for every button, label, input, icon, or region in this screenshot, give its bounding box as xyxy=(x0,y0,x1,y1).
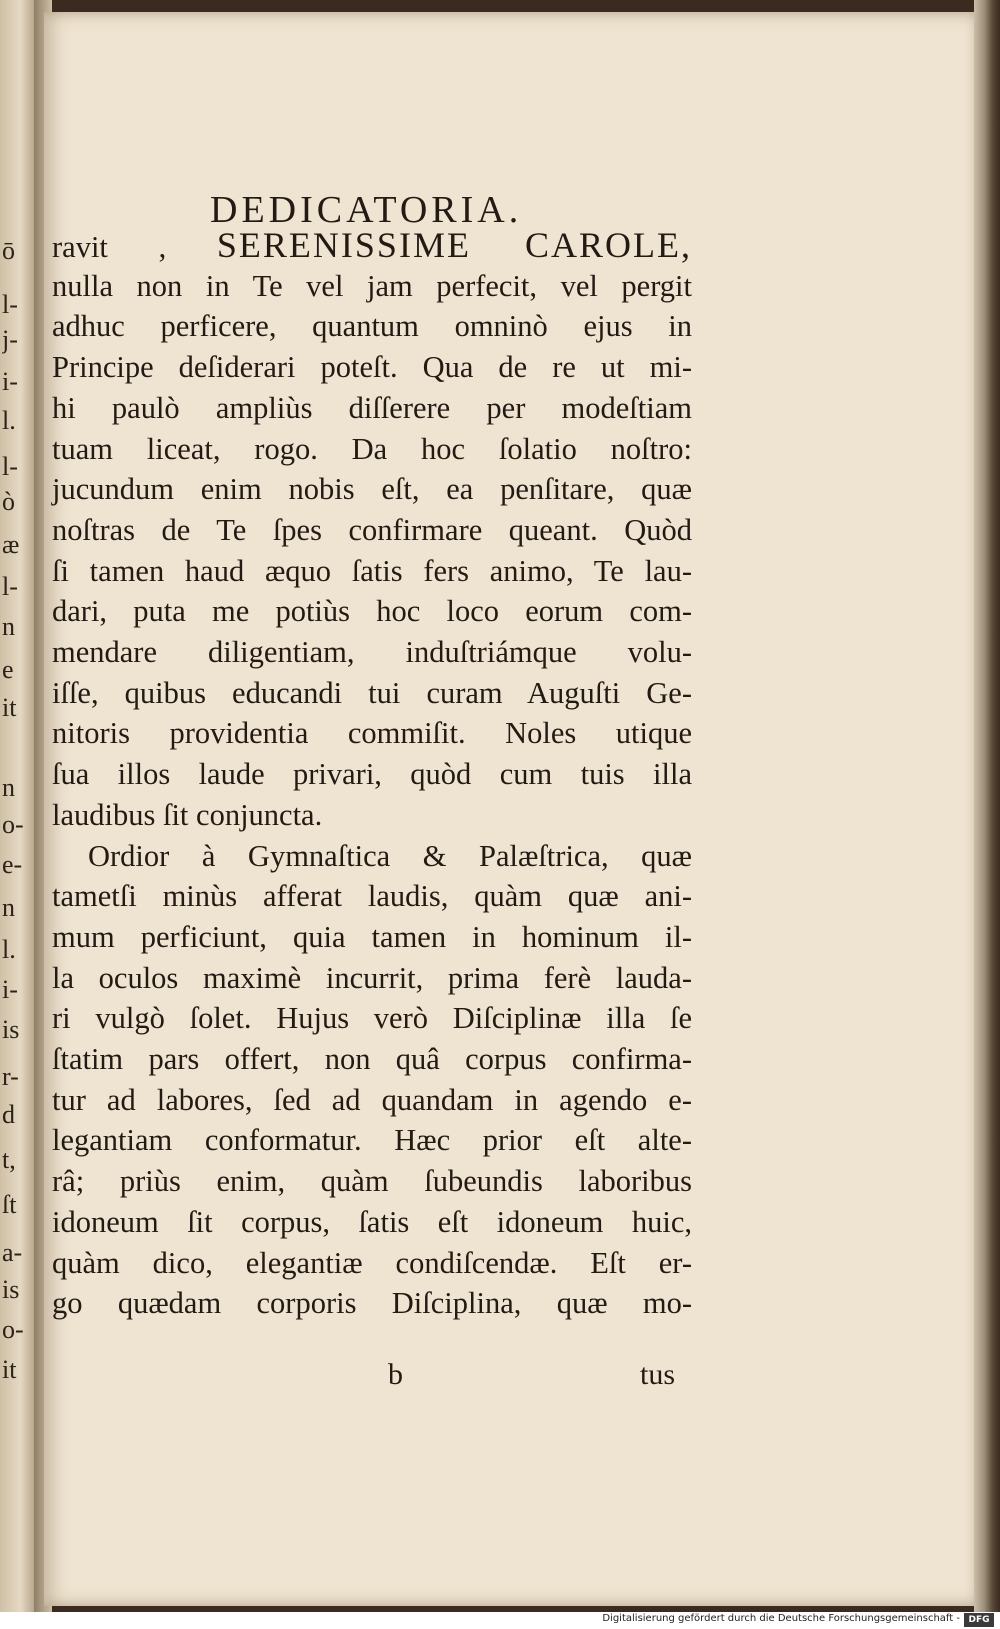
text-line: noſtras de Te ſpes confirmare queant. Quòd xyxy=(52,512,692,547)
facing-page-fragment: it xyxy=(2,693,17,722)
text-line: la oculos maximè incurrit, prima ferè lauda- xyxy=(52,960,692,995)
text-line-lead: ravit , xyxy=(52,230,217,264)
text-line: laudibus ſit conjuncta. xyxy=(52,797,323,832)
facing-page-fragment: it xyxy=(2,1355,17,1384)
facing-page-fragment: i- xyxy=(2,367,18,396)
text-line: idoneum ſit corpus, ſatis eſt idoneum huic, xyxy=(52,1204,692,1239)
facing-page-fragment: o- xyxy=(2,1315,24,1344)
facing-page-text-fragments xyxy=(0,0,30,1612)
text-line: dari, puta me potiùs hoc loco eorum com- xyxy=(52,594,692,629)
text-line: hi paulò ampliùs diſſerere per modeſtiam xyxy=(52,390,692,425)
text-line: quàm dico, elegantiæ condiſcendæ. Eſt er- xyxy=(52,1245,692,1280)
text-line: tuam liceat, rogo. Da hoc ſolatio noſtro: xyxy=(52,431,692,466)
facing-page-fragment: æ xyxy=(2,530,20,559)
addressee-caps: SERENISSIME CAROLE, xyxy=(216,225,692,265)
facing-page-fragment: is xyxy=(2,1275,20,1304)
facing-page-fragment: l- xyxy=(2,452,18,481)
running-head: DEDICATORIA. xyxy=(210,189,523,231)
text-line: nulla non in Te vel jam perfecit, vel pergit xyxy=(52,268,692,303)
text-line: adhuc perficere, quantum omninò ejus in xyxy=(52,309,692,344)
catchword: tus xyxy=(640,1358,676,1391)
text-line: ſi tamen haud æquo ſatis fers animo, Te lau- xyxy=(52,553,692,588)
facing-page-fragment: o- xyxy=(2,810,24,839)
facing-page-fragment: l. xyxy=(2,406,16,435)
facing-page-fragment: r- xyxy=(2,1062,19,1091)
text-line: râ; priùs enim, quàm ſubeundis laboribus xyxy=(52,1164,692,1199)
facing-page-edge xyxy=(0,0,34,1612)
facing-page-fragment: l. xyxy=(2,935,16,964)
facing-page-fragment: e xyxy=(2,655,14,684)
facing-page-fragment: ò xyxy=(2,487,15,516)
text-line: tametſi minùs afferat laudis, quàm quæ ani- xyxy=(52,879,692,914)
facing-page-fragment: a- xyxy=(2,1238,23,1267)
facing-page-fragment: ō xyxy=(2,236,15,265)
text-line: Principe deſiderari poteſt. Qua de re ut mi- xyxy=(52,350,692,385)
facing-page-fragment: is xyxy=(2,1015,20,1044)
text-line: mendare diligentiam, induſtriámque volu- xyxy=(52,635,692,669)
page-edge-shadow xyxy=(974,0,1000,1612)
facing-page-fragment: i- xyxy=(2,975,18,1004)
facing-page-fragment: j- xyxy=(2,325,18,354)
dfg-logo: DFG xyxy=(964,1613,994,1627)
text-line: jucundum enim nobis eſt, ea penſitare, quæ xyxy=(52,472,692,507)
facing-page-fragment: n xyxy=(2,893,15,922)
facing-page-fragment: e- xyxy=(2,850,23,879)
text-line: mum perficiunt, quia tamen in hominum il- xyxy=(52,919,692,954)
text-line: ſua illos laude privari, quòd cum tuis illa xyxy=(52,757,692,792)
text-line xyxy=(52,225,692,267)
funding-notice: Digitalisierung gefördert durch die Deutsche Forschungsgemeinschaft - xyxy=(602,1613,960,1624)
facing-page-fragment: ſt xyxy=(2,1190,17,1219)
footer-bar xyxy=(0,1612,1000,1629)
facing-page-fragment: l- xyxy=(2,572,18,601)
facing-page-fragment: n xyxy=(2,773,15,802)
text-line: ſtatim pars offert, non quâ corpus confirma- xyxy=(52,1042,692,1076)
signature-mark: b xyxy=(388,1358,403,1391)
facing-page-fragment: d xyxy=(2,1100,15,1129)
text-line: tur ad labores, ſed ad quandam in agendo e- xyxy=(52,1082,692,1117)
facing-page-fragment: n xyxy=(2,612,15,641)
text-line: go quædam corporis Diſciplina, quæ mo- xyxy=(52,1286,692,1321)
text-line: nitoris providentia commiſit. Noles utique xyxy=(52,716,692,751)
text-line: legantiam conformatur. Hæc prior eſt alte- xyxy=(52,1123,692,1158)
facing-page-fragment: t, xyxy=(2,1145,16,1174)
facing-page-fragment: l- xyxy=(2,290,18,319)
text-line: iſſe, quibus educandi tui curam Auguſti Ge- xyxy=(52,675,692,710)
text-line: Ordior à Gymnaſtica & Palæſtrica, quæ xyxy=(88,838,692,873)
text-line: ri vulgò ſolet. Hujus verò Diſciplinæ illa ſe xyxy=(52,1001,692,1036)
